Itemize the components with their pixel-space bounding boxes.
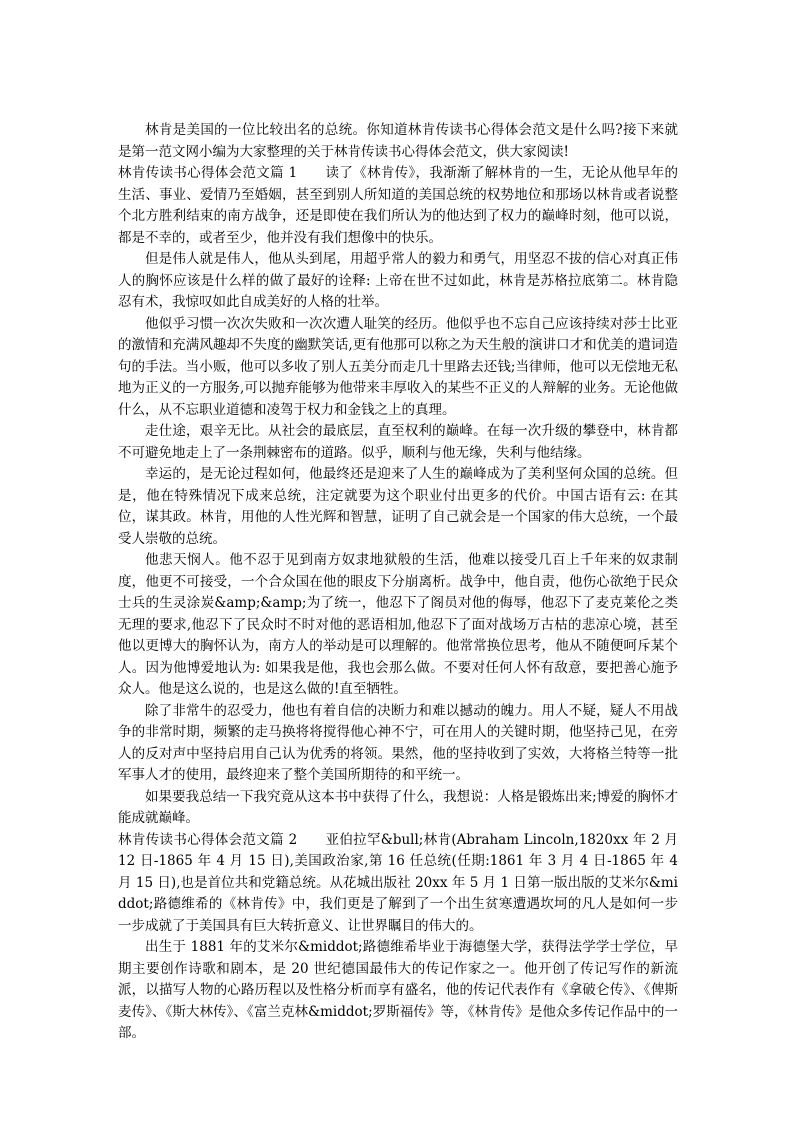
essay-1-paragraph: 他悲天悯人。他不忍于见到南方奴隶地狱般的生活，他难以接受几百上千年来的奴隶制度，他更不可接受，一个合众国在他的眼皮下分崩离析。战争中，他自责，他伤心欲绝于民众士兵的生灵涂炭&amp;&amp;为了统一，他忍下了阁员对他的侮辱，他忍下了麦克莱伦之类无理的要求,他忍下了民众时不时对他的恶语相加,他忍下了面对战场万古枯的悲凉心境，甚至他以更博大的胸怀认为，南方人的举动是可以理解的。他常常换位思考，他从不随便呵斥某个人。因为他博爱地认为: 如果我是他，我也会那么做。不要对任何人怀有敌意，要把善心施予众人。他是这么说的，也是这么做的!直至牺牲。	[118, 552, 678, 697]
essay-1-paragraph: 幸运的，是无论过程如何，他最终还是迎来了人生的巅峰成为了美利坚何众国的总统。但是，他在特殊情况下成来总统，注定就要为这个职业付出更多的代价。中国古语有云: 在其位，谋其政。林肯，用他的人性光辉和智慧，证明了自己就会是一个国家的伟大总统，一个最受人崇敬的总统。	[118, 466, 678, 547]
essay-2-paragraph: 出生于 1881 年的艾米尔&middot;路德维希毕业于海德堡大学，获得法学学士学位，早期主要创作诗歌和剧本，是 20 世纪德国最伟大的传记作家之一。他开创了传记写作的新流派，以描写人物的心路历程以及性格分析而享有盛名，他的传记代表作有《拿破仑传》、《俾斯麦传》、《斯大林传》、《富兰克林&middot;罗斯福传》等，《林肯传》是他众多传记作品中的一部。	[118, 939, 678, 1041]
essay-2-first-paragraph: 亚伯拉罕&bull;林肯(Abraham Lincoln,1820xx 年 2 月 12 日-1865 年 4 月 15 日),美国政治家,第 16 任总统(任期:1861 年 3 月 4 日-1865 年 4 月 15 日),也是首位共和党籍总统。从花城出版社 20xx 年 5 月 1 日第一版出版的艾米尔&middot;路德维希的《林肯传》中，我们更是了解到了一个出生贫寒遭遇坎坷的凡人是如何一步一步成就了于美国具有巨大转折意义、让世界瞩目的伟大的。	[118, 831, 678, 934]
essay-1-paragraph: 除了非常牛的忍受力，他也有着自信的决断力和难以撼动的魄力。用人不疑，疑人不用战争的非常时期，频繁的走马换将将搅得他心神不宁，可在用人的关键时期，他坚持己见，在旁人的反对声中坚持启用自己认为优秀的将领。果然，他的坚持收到了实效，大将格兰特等一批军事人才的使用，最终迎来了整个美国所期待的和平统一。	[118, 702, 678, 783]
essay-1-first-paragraph: 读了《林肯传》，我渐渐了解林肯的一生，无论从他早年的生活、事业、爱情乃至婚姻，甚至到别人所知道的美国总统的权势地位和那场以林肯或者说整个北方胜利结束的南方战争，还是即使在我们所认为的他达到了权力的巅峰时刻，他可以说，都是不幸的，或者至少，他并没有我们想像中的快乐。	[118, 165, 678, 246]
essay-1-paragraph: 但是伟人就是伟人，他从头到尾，用超乎常人的毅力和勇气，用坚忍不拔的信心对真正伟人的胸怀应该是什么样的做了最好的诠释: 上帝在世不过如此，林肯是苏格拉底第二。林肯隐忍有术，我惊叹如此自成美好的人格的壮举。	[118, 251, 678, 310]
document-body	[118, 120, 678, 1045]
essay-1-paragraph: 如果要我总结一下我究竟从这本书中获得了什么，我想说：人格是锻炼出来;博爱的胸怀才能成就巅峰。	[118, 788, 678, 826]
essay-1-heading: 林肯传读书心得体会范文篇 1	[118, 165, 298, 181]
essay-2-opening	[118, 830, 678, 938]
intro-paragraph: 林肯是美国的一位比较出名的总统。你知道林肯传读书心得体会范文是什么吗?接下来就是第一范文网小编为大家整理的关于林肯传读书心得体会范文，供大家阅读!	[118, 122, 678, 160]
essay-1-paragraph: 他似乎习惯一次次失败和一次次遭人耻笑的经历。他似乎也不忘自己应该持续对莎士比亚的激情和充满风趣却不失度的幽默笑话,更有他那可以称之为天生般的演讲口才和优美的遣词造句的手法。当小贩，他可以多收了别人五美分而走几十里路去还钱;当律师，他可以无偿地无私地为正义的一方服务,可以抛弃能够为他带来丰厚收入的某些不正义的人辩解的业务。无论他做什么，从不忘职业道德和凌驾于权力和金钱之上的真理。	[118, 315, 678, 418]
essay-1-paragraph: 走仕途，艰辛无比。从社会的最底层，直至权利的巅峰。在每一次升级的攀登中，林肯都不可避免地走上了一条荆棘密布的道路。似乎，顺利与他无缘，失利与他结缘。	[118, 423, 678, 461]
essay-1-opening	[118, 163, 678, 249]
essay-2-heading: 林肯传读书心得体会范文篇 2	[118, 831, 298, 848]
